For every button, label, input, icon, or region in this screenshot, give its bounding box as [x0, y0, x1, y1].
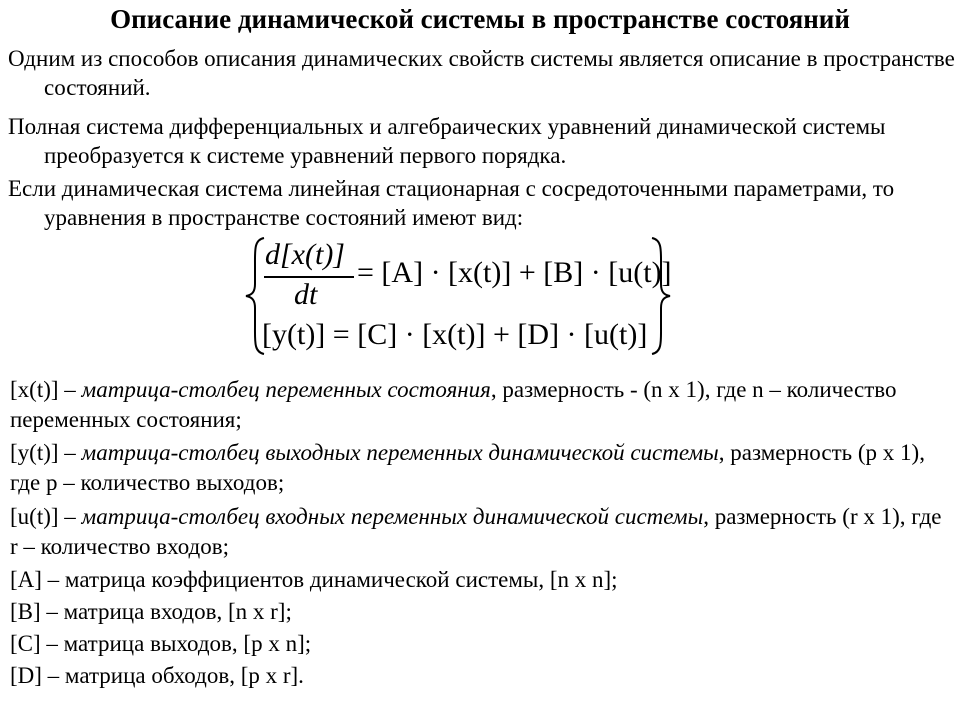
description-x: матрица-столбец переменных состояния: [81, 377, 491, 402]
definition-u: [10, 502, 950, 562]
definition-x: [10, 375, 950, 435]
description-u: матрица-столбец входных переменных динамической системы: [81, 504, 704, 529]
dimension-y: , размерность (p x 1), где p – количество выходов;: [10, 440, 925, 495]
paragraph-linear-system: Если динамическая система линейная стационарная с сосредоточенными параметрами, то уравнения в пространстве состояний имеют вид:: [8, 176, 895, 230]
description-y: матрица-столбец выходных переменных динамической системы: [81, 440, 719, 465]
dash: –: [58, 440, 82, 465]
dash: –: [58, 504, 82, 529]
slide-title: Описание динамической системы в пространстве состояний: [110, 4, 850, 34]
dimension-u: , размерность (r x 1), где r – количество входов;: [10, 504, 942, 559]
definition-A: [A] – матрица коэффициентов динамической системы, [n x n];: [10, 567, 618, 592]
symbol-u: [u(t)]: [10, 504, 59, 529]
symbol-x: [x(t)]: [10, 377, 59, 402]
eq1-rhs: = [A] · [x(t)] + [B] · [u(t)]: [357, 256, 672, 289]
definition-y: [10, 438, 950, 498]
symbol-y: [y(t)]: [10, 440, 59, 465]
eq1-denominator: dt: [294, 278, 318, 311]
dash: –: [58, 377, 82, 402]
definition-D: [D] – матрица обходов, [p x r].: [10, 663, 304, 688]
dimension-x: , размерность - (n x 1), где n – количество переменных состояния;: [10, 377, 897, 432]
definition-B: [B] – матрица входов, [n x r];: [10, 599, 292, 624]
definition-C: [C] – матрица выходов, [p x n];: [10, 631, 312, 656]
paragraph-intro: Одним из способов описания динамических свойств системы является описание в пространстве состояний.: [8, 46, 955, 100]
paragraph-full-system: Полная система дифференциальных и алгебраических уравнений динамической системы преобразуется к системе уравнений первого порядка.: [8, 114, 886, 168]
eq1-numerator: d[x(t)]: [265, 238, 345, 271]
right-brace-icon: [650, 236, 672, 356]
eq2: [y(t)] = [C] · [x(t)] + [D] · [u(t)]: [262, 318, 648, 351]
